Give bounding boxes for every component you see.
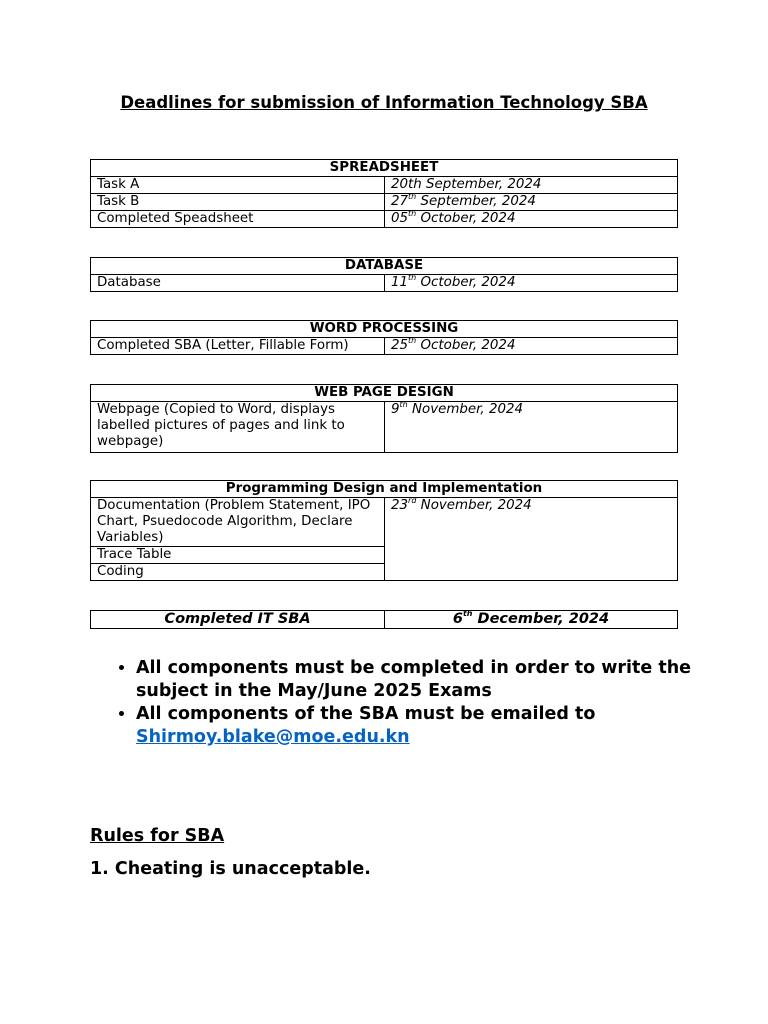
final-label: Completed IT SBA xyxy=(91,611,385,629)
task-label: Webpage (Copied to Word, displays labelled pictures of pages and link to webpage) xyxy=(91,402,385,453)
spreadsheet-table xyxy=(90,159,678,228)
document-title: Deadlines for submission of Information Technology SBA xyxy=(120,93,648,112)
table-row xyxy=(91,338,678,355)
table-row xyxy=(91,194,678,211)
table-row xyxy=(91,211,678,228)
table-row xyxy=(91,611,678,629)
rule-item: 1. Cheating is unacceptable. xyxy=(90,859,371,879)
programming-header: Programming Design and Implementation xyxy=(91,481,678,498)
deadline-date: 05th October, 2024 xyxy=(385,211,678,228)
deadline-date: 25th October, 2024 xyxy=(385,338,678,355)
email-link[interactable]: Shirmoy.blake@moe.edu.kn xyxy=(136,727,410,747)
database-table xyxy=(90,257,678,292)
notes-list xyxy=(88,657,736,749)
final-deadline-table xyxy=(90,610,678,629)
task-label: Trace Table xyxy=(91,547,385,564)
table-row xyxy=(91,275,678,292)
deadline-date: 23rd November, 2024 xyxy=(385,498,678,581)
database-header: DATABASE xyxy=(91,258,678,275)
final-date: 6th December, 2024 xyxy=(385,611,678,629)
deadline-date: 27th September, 2024 xyxy=(385,194,678,211)
word-processing-table xyxy=(90,320,678,355)
spreadsheet-header: SPREADSHEET xyxy=(91,160,678,177)
task-label: Database xyxy=(91,275,385,292)
task-label: Task A xyxy=(91,177,385,194)
deadline-date: 11th October, 2024 xyxy=(385,275,678,292)
task-label: Documentation (Problem Statement, IPO Chart, Psuedocode Algorithm, Declare Variables) xyxy=(91,498,385,547)
web-page-design-table xyxy=(90,384,678,453)
table-row xyxy=(91,177,678,194)
task-label: Completed Speadsheet xyxy=(91,211,385,228)
web-page-design-header: WEB PAGE DESIGN xyxy=(91,385,678,402)
task-label: Completed SBA (Letter, Fillable Form) xyxy=(91,338,385,355)
table-row xyxy=(91,498,678,547)
deadline-date: 20th September, 2024 xyxy=(385,177,678,194)
task-label: Coding xyxy=(91,564,385,581)
word-processing-header: WORD PROCESSING xyxy=(91,321,678,338)
deadline-date: 9th November, 2024 xyxy=(385,402,678,453)
task-label: Task B xyxy=(91,194,385,211)
list-item: • All components of the SBA must be emailed to Shirmoy.blake@moe.edu.kn xyxy=(136,703,736,749)
table-row xyxy=(91,402,678,453)
rules-heading: Rules for SBA xyxy=(90,826,225,846)
programming-table xyxy=(90,480,678,581)
list-item: • All components must be completed in order to write the subject in the May/June 2025 Exams xyxy=(136,657,736,703)
